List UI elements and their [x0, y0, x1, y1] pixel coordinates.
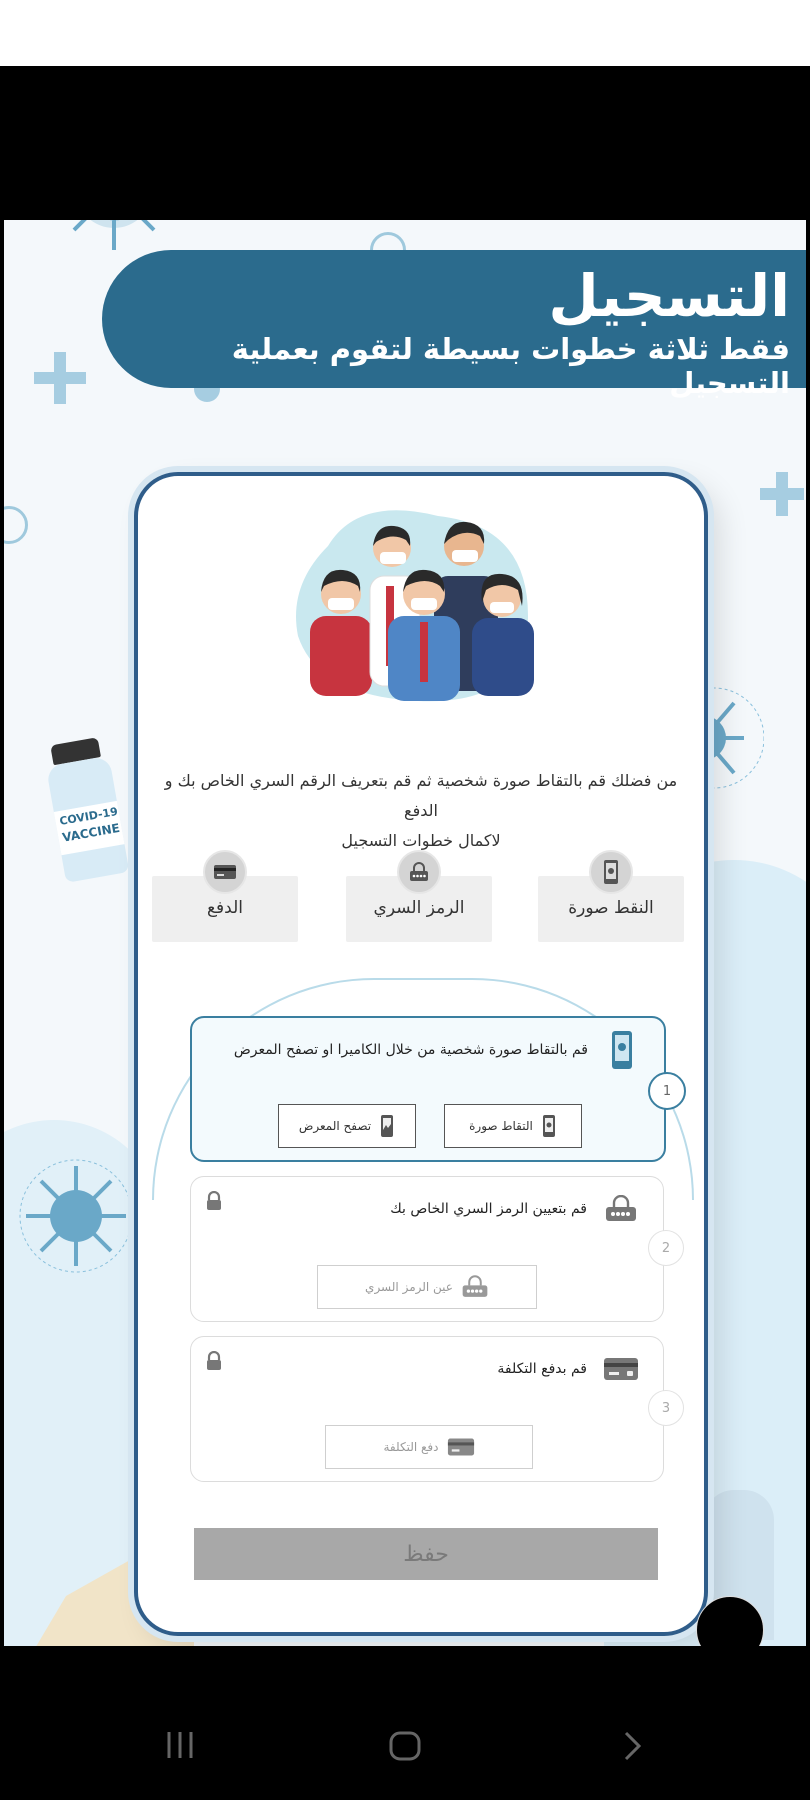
intro-line-2: لاكمال خطوات التسجيل [341, 831, 501, 850]
tab-step-pin-label: الرمز السري [373, 898, 465, 918]
system-navigation-bar [0, 1646, 810, 1800]
credit-card-icon [603, 1349, 639, 1389]
virus-decoration-left-icon [16, 1156, 136, 1276]
browse-gallery-button-label: تصفح المعرض [298, 1119, 372, 1133]
pin-lock-icon [461, 1275, 489, 1299]
vaccine-bottle [36, 734, 139, 886]
phone-mockup [134, 472, 708, 1636]
vaccine-label-line2: VACCINE [61, 820, 121, 845]
phone-camera-icon [604, 1030, 640, 1070]
pin-step-title: قم بتعيين الرمز السري الخاص بك [390, 1201, 587, 1217]
registration-screen [4, 220, 806, 1646]
pay-cost-button[interactable] [325, 1425, 533, 1469]
tab-step-payment-label: الدفع [206, 898, 243, 918]
lock-icon [397, 850, 441, 894]
step-number-1: 1 [648, 1072, 686, 1110]
capture-photo-button-label: التقاط صورة [469, 1119, 533, 1133]
set-pin-button[interactable] [317, 1265, 537, 1309]
lock-icon [205, 1191, 223, 1215]
intro-line-1: من فضلك قم بالتقاط صورة شخصية ثم قم بتعريف الرقم السري الخاص بك و الدفع [164, 771, 678, 820]
recent-apps-icon[interactable] [164, 1730, 196, 1760]
header-banner [102, 250, 806, 400]
people-illustration [288, 506, 548, 706]
step-number-2: 2 [648, 1230, 684, 1266]
photo-step-title: قم بالتقاط صورة شخصية من خلال الكاميرا او تصفح المعرض [233, 1042, 588, 1058]
tab-step-pin[interactable] [346, 876, 492, 942]
phone-camera-icon [589, 850, 633, 894]
lock-icon [205, 1351, 223, 1375]
payment-step-title: قم بدفع التكلفة [497, 1361, 587, 1377]
bubble-decoration [4, 506, 28, 544]
tab-step-photo[interactable] [538, 876, 684, 942]
save-button[interactable]: حفظ [194, 1528, 658, 1580]
back-icon[interactable] [620, 1730, 644, 1762]
capture-photo-button[interactable] [444, 1104, 582, 1148]
vaccine-label-line1: COVID-19 [58, 804, 119, 829]
pay-cost-button-label: دفع التكلفة [383, 1440, 439, 1454]
intro-text [158, 766, 684, 856]
phone-camera-icon [541, 1114, 557, 1138]
set-pin-button-label: عين الرمز السري [365, 1280, 453, 1294]
plus-decoration-icon [34, 352, 86, 404]
photo-step-card [190, 1016, 666, 1162]
tab-step-payment[interactable] [152, 876, 298, 942]
tab-step-photo-label: النقط صورة [568, 898, 654, 918]
pin-lock-icon [603, 1189, 639, 1229]
browse-gallery-button[interactable] [278, 1104, 416, 1148]
credit-card-icon [447, 1437, 475, 1457]
step-number-3: 3 [648, 1390, 684, 1426]
status-bar [0, 0, 810, 66]
home-icon[interactable] [388, 1730, 422, 1762]
top-black-bar [0, 66, 810, 220]
credit-card-icon [203, 850, 247, 894]
pin-step-card [190, 1176, 664, 1322]
payment-step-card [190, 1336, 664, 1482]
page-subtitle: فقط ثلاثة خطوات بسيطة لتقوم بعملية التسجيل [231, 332, 790, 400]
page-title: التسجيل [548, 262, 790, 330]
plus-decoration-icon [760, 472, 804, 516]
phone-gallery-icon [379, 1114, 395, 1138]
